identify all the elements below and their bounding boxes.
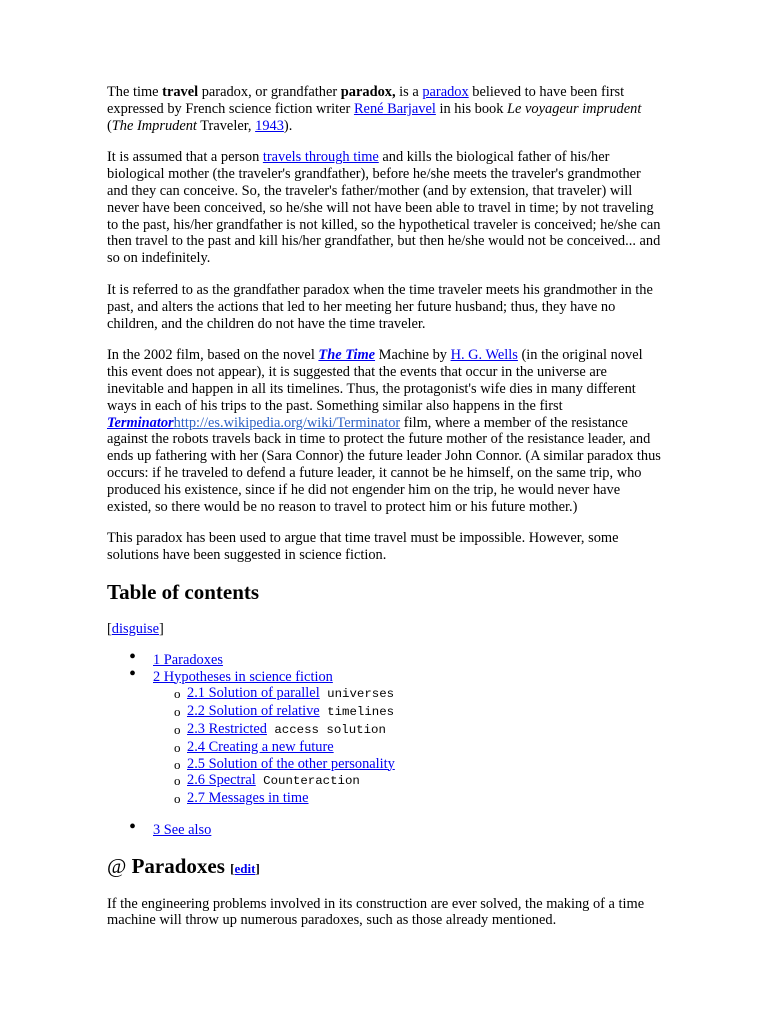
film-paragraph: In the 2002 film, based on the novel The Time Machine by H. G. Wells (in the original novel this event does not appear), it is suggested that the events that occur in the universe are inevitable and happen in all its timelines. Thus, the protagonist's wife dies in many different ways in each of his trips to the past. Something similar also happens in the first Terminatorhttp://es.wikipedia.org/wiki/Terminator film, where a member of the resistance against the robots travels back in time to protect the future mother of the resistance leader, and ends up fathering with her (Sara Connor) the future leader John Connor. (A similar paradox thus occurs: if he traveled to defend a future leader, it cannot be he himself, on the same trip, who produced his existence, since if he did not engender him on the trip, he would never have existed, so there would be no reason to travel to protect him or his future mother.) [107,347,661,515]
toc-title: Table of contents [107,579,260,604]
toc-link-2-2[interactable]: 2.2 Solution of relative [187,703,320,720]
toc-subitem: o 2.2 Solution of relative timelines [187,703,663,721]
grandmother-paragraph: It is referred to as the grandfather paradox when the time traveler meets his grandmother in the past, and alters the actions that led to her meeting her future husband; thus, they have no children, and the children do not have the time traveler. [107,281,653,332]
toc-list [107,652,663,839]
toc-link-see-also[interactable]: 3 See also [153,821,212,838]
anchor-symbol: @ [107,853,127,878]
toc-item-see-also [153,822,663,839]
toc-toggle: [disguise] [107,620,164,637]
link-travels-through-time[interactable]: travels through time [262,149,379,166]
toc-item-paradoxes [153,652,663,669]
link-terminator-url[interactable]: http://es.wikipedia.org/wiki/Terminator [173,414,401,431]
assumption-paragraph: It is assumed that a person travels through time and kills the biological father of his/her biological mother (the traveler's grandfather), before he/she meets the traveler's grandmother and they can conceive. So, the traveler's father/mother (and by extension, that traveler) will never have been conceived, so he/she will not have been able to travel in time; by not traveling to the past, his/her grandfather is not killed, so the hypothetical traveler is conceived; he/she can then travel to the past and kill his/her grandfather, but then he/she would not be conceived... and so on indefinitely. [107,149,661,267]
toc-link-2-1[interactable]: 2.1 Solution of parallel [187,685,320,702]
engineering-paragraph: If the engineering problems involved in its construction are ever solved, the making of a time machine will throw up numerous paradoxes, such as those already mentioned. [107,895,645,929]
link-hg-wells[interactable]: H. G. Wells [450,347,518,364]
link-the-time[interactable]: The Time [318,347,376,364]
toc-link-paradoxes[interactable]: 1 Paradoxes [153,651,223,668]
toc-link-2-3[interactable]: 2.3 Restricted [187,720,267,737]
toc-subitem [187,790,663,807]
intro-paragraph: The time travel paradox, or grandfather paradox, is a paradox believed to have been first expressed by French science fiction writer René Barjavel in his book Le voyageur imprudent (The Imprudent Traveler, 1943). [107,84,642,134]
toc-toggle-link[interactable]: disguise [111,620,159,637]
link-paradox[interactable]: paradox [422,84,469,100]
link-terminator[interactable]: Terminator [107,414,174,431]
toc-subitem [187,739,663,756]
link-rene-barjavel[interactable]: René Barjavel [353,100,436,117]
section-heading-paradoxes [107,853,663,882]
link-1943[interactable]: 1943 [255,117,284,134]
toc-link-2-5[interactable]: 2.5 Solution of the other personality [187,755,395,772]
article-body [107,84,663,944]
toc-subitem [187,756,663,773]
toc-link-hypotheses[interactable]: 2 Hypotheses in science fiction [153,668,333,685]
toc-subitem: o 2.3 Restricted access solution [187,721,663,739]
toc-link-2-7[interactable]: 2.7 Messages in time [187,790,309,807]
edit-section: [edit] [230,860,260,876]
toc-link-2-6[interactable]: 2.6 Spectral [187,772,256,789]
edit-link[interactable]: edit [234,860,256,876]
toc-sublist [153,685,663,807]
toc-item-hypotheses [153,669,663,807]
toc-subitem: o 2.6 Spectral Counteraction [187,772,663,790]
toc-link-2-4[interactable]: 2.4 Creating a new future [187,738,334,755]
toc-subitem: o 2.1 Solution of parallel universes [187,685,663,703]
section-title: Paradoxes [131,853,225,878]
impossible-paragraph: This paradox has been used to argue that time travel must be impossible. However, some solutions have been suggested in science fiction. [107,530,619,564]
